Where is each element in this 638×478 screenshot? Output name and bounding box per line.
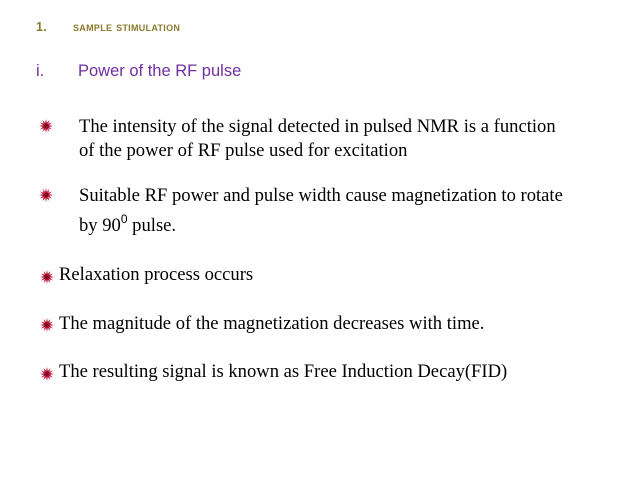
bullet-2-text-a: by 90 xyxy=(79,215,121,237)
section-number: 1. xyxy=(36,20,48,34)
bullet-text-1 xyxy=(79,115,556,163)
starburst-icon xyxy=(39,119,53,133)
bullet-2-line-2 xyxy=(79,208,563,238)
bullet-text-4: The magnitude of the magnetization decreases with time. xyxy=(59,313,485,334)
subsection-number: i. xyxy=(36,62,45,80)
starburst-icon xyxy=(40,270,54,284)
bullet-2-text-b: pulse. xyxy=(127,215,177,237)
subsection-heading xyxy=(36,62,241,81)
subsection-title: Power of the RF pulse xyxy=(78,62,242,80)
bullet-1-line-1: The intensity of the signal detected in pulsed NMR is a function xyxy=(79,116,556,137)
degree-superscript: 0 xyxy=(120,212,128,226)
section-heading xyxy=(36,20,180,34)
starburst-icon xyxy=(40,318,54,332)
bullet-text-5: The resulting signal is known as Free Induction Decay(FID) xyxy=(59,361,508,382)
starburst-icon xyxy=(39,188,53,202)
bullet-2-line-1: Suitable RF power and pulse width cause magnetization to rotate xyxy=(79,185,563,206)
starburst-icon xyxy=(40,367,54,381)
bullet-text-2 xyxy=(79,184,563,238)
bullet-text-3: Relaxation process occurs xyxy=(59,264,254,285)
section-title: sample stimulation xyxy=(73,20,181,34)
bullet-1-line-2: of the power of RF pulse used for excitation xyxy=(79,140,408,161)
